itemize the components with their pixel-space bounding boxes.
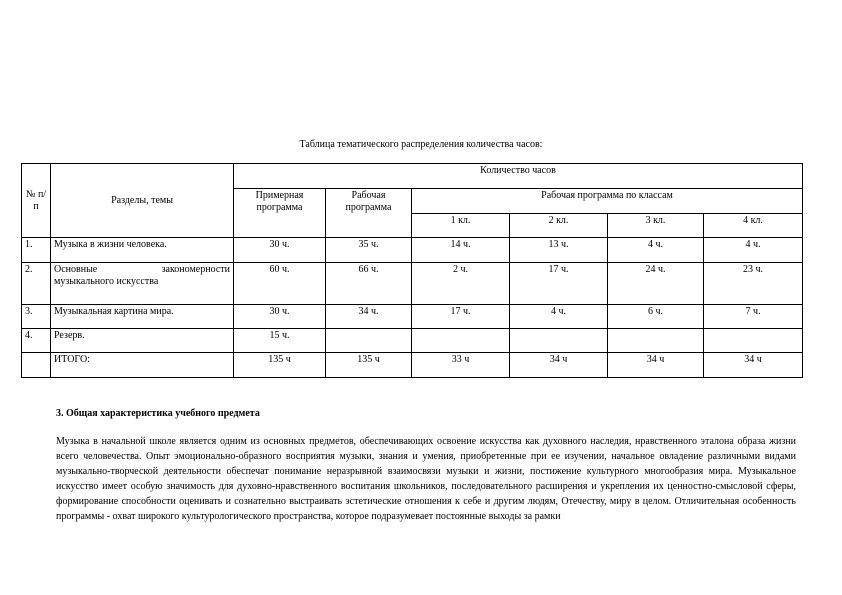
row-topic: Резерв. <box>51 329 234 353</box>
header-sections: Разделы, темы <box>51 164 234 238</box>
section-heading: 3. Общая характеристика учебного предмета <box>56 408 260 419</box>
row-grade-1 <box>412 329 510 353</box>
hours-distribution-table <box>21 163 803 378</box>
table-caption: Таблица тематического распределения количества часов: <box>299 139 543 150</box>
row-example-hours: 30 ч. <box>234 305 326 329</box>
row-num: 1. <box>22 238 51 263</box>
row-num: 4. <box>22 329 51 353</box>
table-row <box>22 238 803 263</box>
header-grade-3: 3 кл. <box>608 214 704 238</box>
row-grade-4: 4 ч. <box>704 238 803 263</box>
row-grade-1: 17 ч. <box>412 305 510 329</box>
row-grade-2: 13 ч. <box>510 238 608 263</box>
row-topic <box>51 263 234 305</box>
total-grade-2: 34 ч <box>510 353 608 378</box>
row-grade-2 <box>510 329 608 353</box>
row-topic: ИТОГО: <box>51 353 234 378</box>
row-num: 2. <box>22 263 51 305</box>
total-grade-4: 34 ч <box>704 353 803 378</box>
row-grade-4: 7 ч. <box>704 305 803 329</box>
header-grade-1: 1 кл. <box>412 214 510 238</box>
row-example-hours: 60 ч. <box>234 263 326 305</box>
row-work-hours: 66 ч. <box>326 263 412 305</box>
row-grade-2: 4 ч. <box>510 305 608 329</box>
header-work-program: Рабочая программа <box>326 189 412 238</box>
header-grade-4: 4 кл. <box>704 214 803 238</box>
row-grade-3 <box>608 329 704 353</box>
row-topic: Музыкальная картина мира. <box>51 305 234 329</box>
subject-description-section <box>56 408 796 524</box>
table-row <box>22 329 803 353</box>
row-num: 3. <box>22 305 51 329</box>
row-grade-4: 23 ч. <box>704 263 803 305</box>
row-grade-1: 2 ч. <box>412 263 510 305</box>
table-row <box>22 305 803 329</box>
row-example-hours: 30 ч. <box>234 238 326 263</box>
row-num <box>22 353 51 378</box>
row-grade-1: 14 ч. <box>412 238 510 263</box>
table-row <box>22 263 803 305</box>
row-work-hours: 34 ч. <box>326 305 412 329</box>
header-grade-2: 2 кл. <box>510 214 608 238</box>
header-num: № п/п <box>22 164 51 238</box>
total-work-hours: 135 ч <box>326 353 412 378</box>
row-work-hours <box>326 329 412 353</box>
row-topic-line: Основные закономерности <box>54 264 230 275</box>
row-topic: Музыка в жизни человека. <box>51 238 234 263</box>
row-grade-3: 6 ч. <box>608 305 704 329</box>
row-grade-3: 4 ч. <box>608 238 704 263</box>
row-topic-line: музыкального искусства <box>54 276 159 287</box>
header-example-program: Примерная программа <box>234 189 326 238</box>
table-row-total <box>22 353 803 378</box>
row-grade-3: 24 ч. <box>608 263 704 305</box>
row-grade-4 <box>704 329 803 353</box>
header-by-grade: Рабочая программа по классам <box>412 189 803 214</box>
row-grade-2: 17 ч. <box>510 263 608 305</box>
row-work-hours: 35 ч. <box>326 238 412 263</box>
total-example-hours: 135 ч <box>234 353 326 378</box>
total-grade-1: 33 ч <box>412 353 510 378</box>
header-hours: Количество часов <box>234 164 803 189</box>
section-paragraph: Музыка в начальной школе является одним из основных предметов, обеспечивающих освоение искусства как духовного наследия, нравственного эталона образа жизни всего человечества. Опыт эмоционально-образного восприятия музыки, знания и умения, приобретенные при ее изучении, начальное овладение различными видами музыкально-творческой деятельности обеспечат понимание неразрывной взаимосвязи музыки и жизни, постижение культурного многообразия мира. Музыкальное искусство имеет особую значимость для духовно-нравственного воспитания школьников, последовательного расширения и укрепления их ценностно-смысловой сферы, формирование способности оценивать и сознательно выстраивать эстетические отношения к себе и другим людям, Отечеству, миру в целом. Отличительная особенность программы - охват широкого культурологического пространства, которое подразумевает постоянные выходы за рамки <box>56 436 796 522</box>
total-grade-3: 34 ч <box>608 353 704 378</box>
row-example-hours: 15 ч. <box>234 329 326 353</box>
